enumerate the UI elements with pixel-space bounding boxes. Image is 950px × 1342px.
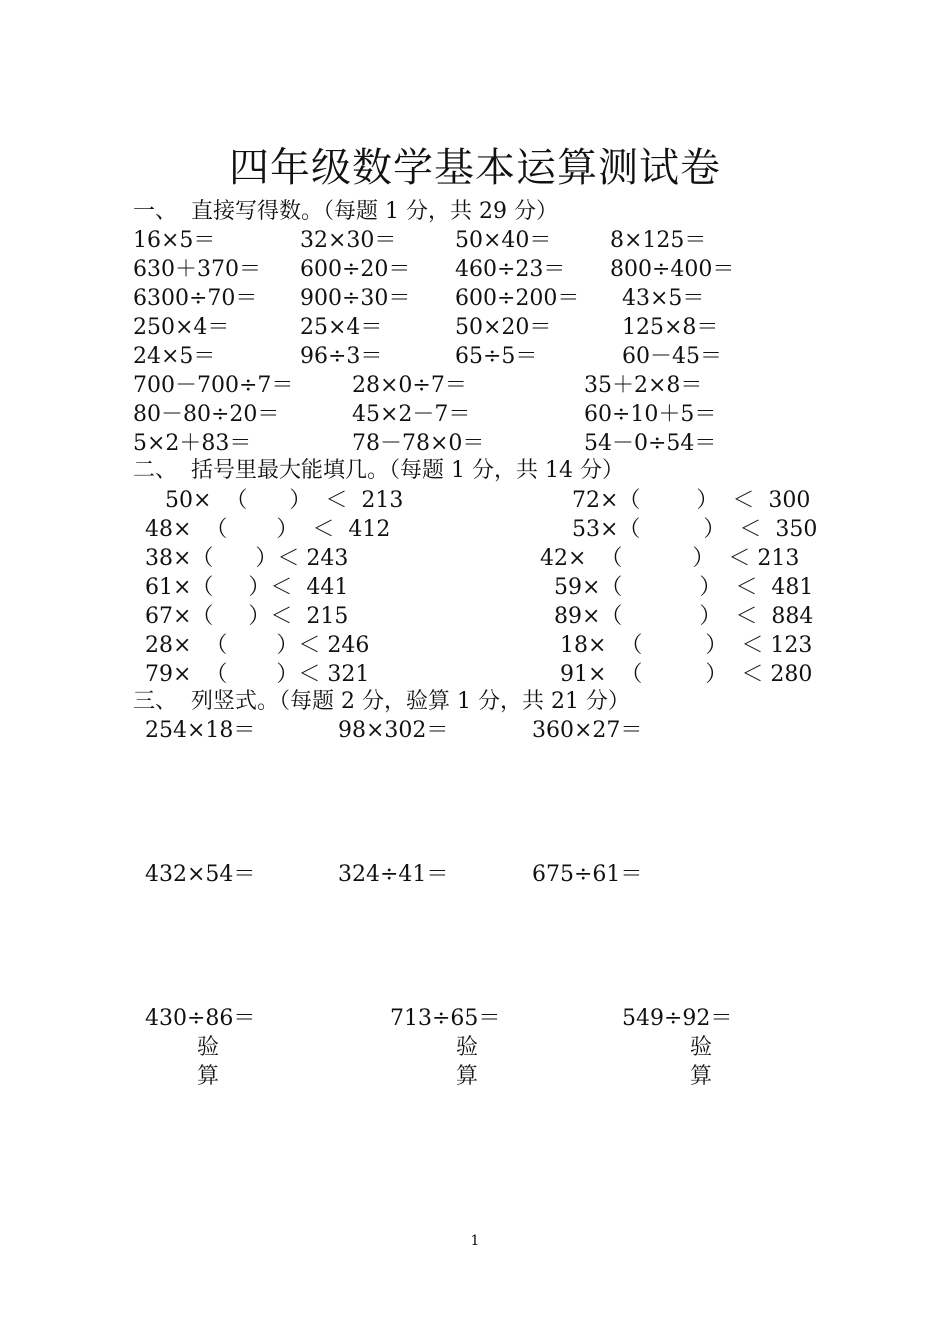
problem: 65÷5＝ xyxy=(455,344,538,369)
bracket-problem: 42× （ ） ＜ 213 xyxy=(540,546,800,571)
vertical-problem: 549÷92＝ xyxy=(622,1006,733,1031)
bracket-problem: 18× （ ） ＜ 123 xyxy=(560,633,813,658)
bracket-problem: 48× （ ） ＜ 412 xyxy=(145,517,391,542)
problem: 16×5＝ xyxy=(133,228,216,253)
problem: 80－80÷20＝ xyxy=(133,402,280,427)
bracket-problem: 89×（ ） ＜ 884 xyxy=(554,604,814,629)
section3-heading: 三、 列竖式。（每题 2 分，验算 1 分，共 21 分） xyxy=(133,689,630,714)
vertical-problem: 98×302＝ xyxy=(338,718,449,743)
check-label: 验 xyxy=(690,1035,713,1060)
vertical-problem: 254×18＝ xyxy=(145,718,256,743)
problem: 32×30＝ xyxy=(300,228,397,253)
check-label: 算 xyxy=(690,1064,713,1089)
bracket-problem: 91× （ ） ＜ 280 xyxy=(560,662,813,687)
problem: 50×20＝ xyxy=(455,315,552,340)
vertical-problem: 675÷61＝ xyxy=(532,862,643,887)
problem: 700－700÷7＝ xyxy=(133,373,294,398)
vertical-problem: 324÷41＝ xyxy=(338,862,449,887)
vertical-problem: 430÷86＝ xyxy=(145,1006,256,1031)
page-number: 1 xyxy=(470,1233,480,1249)
bracket-problem: 67×（ ）＜ 215 xyxy=(145,604,349,629)
problem: 600÷200＝ xyxy=(455,286,580,311)
problem: 35＋2×8＝ xyxy=(584,373,703,398)
problem: 43×5＝ xyxy=(622,286,705,311)
check-label: 算 xyxy=(456,1064,479,1089)
vertical-problem: 713÷65＝ xyxy=(390,1006,501,1031)
bracket-problem: 38×（ ）＜ 243 xyxy=(145,546,349,571)
check-label: 算 xyxy=(197,1064,220,1089)
problem: 8×125＝ xyxy=(610,228,707,253)
section1-heading: 一、 直接写得数。（每题 1 分，共 29 分） xyxy=(133,199,558,224)
problem: 900÷30＝ xyxy=(300,286,411,311)
problem: 96÷3＝ xyxy=(300,344,383,369)
problem: 78－78×0＝ xyxy=(352,431,485,456)
problem: 800÷400＝ xyxy=(610,257,735,282)
problem: 6300÷70＝ xyxy=(133,286,258,311)
section2-heading: 二、 括号里最大能填几。（每题 1 分，共 14 分） xyxy=(133,458,624,483)
problem: 60－45＝ xyxy=(622,344,722,369)
page-title: 四年级数学基本运算测试卷 xyxy=(229,145,721,191)
problem: 54－0÷54＝ xyxy=(584,431,717,456)
problem: 25×4＝ xyxy=(300,315,383,340)
bracket-problem: 28× （ ）＜ 246 xyxy=(145,633,370,658)
bracket-problem: 72×（ ） ＜ 300 xyxy=(572,488,811,513)
problem: 125×8＝ xyxy=(622,315,719,340)
vertical-problem: 360×27＝ xyxy=(532,718,643,743)
bracket-problem: 50× （ ） ＜ 213 xyxy=(165,488,404,513)
problem: 60÷10＋5＝ xyxy=(584,402,717,427)
problem: 24×5＝ xyxy=(133,344,216,369)
problem: 5×2＋83＝ xyxy=(133,431,252,456)
problem: 600÷20＝ xyxy=(300,257,411,282)
problem: 250×4＝ xyxy=(133,315,230,340)
problem: 28×0÷7＝ xyxy=(352,373,467,398)
bracket-problem: 61×（ ）＜ 441 xyxy=(145,575,349,600)
bracket-problem: 79× （ ）＜ 321 xyxy=(145,662,370,687)
vertical-problem: 432×54＝ xyxy=(145,862,256,887)
problem: 460÷23＝ xyxy=(455,257,566,282)
bracket-problem: 53×（ ） ＜ 350 xyxy=(572,517,818,542)
problem: 50×40＝ xyxy=(455,228,552,253)
problem: 45×2－7＝ xyxy=(352,402,471,427)
bracket-problem: 59×（ ） ＜ 481 xyxy=(554,575,814,600)
check-label: 验 xyxy=(456,1035,479,1060)
problem: 630＋370＝ xyxy=(133,257,261,282)
check-label: 验 xyxy=(197,1035,220,1060)
